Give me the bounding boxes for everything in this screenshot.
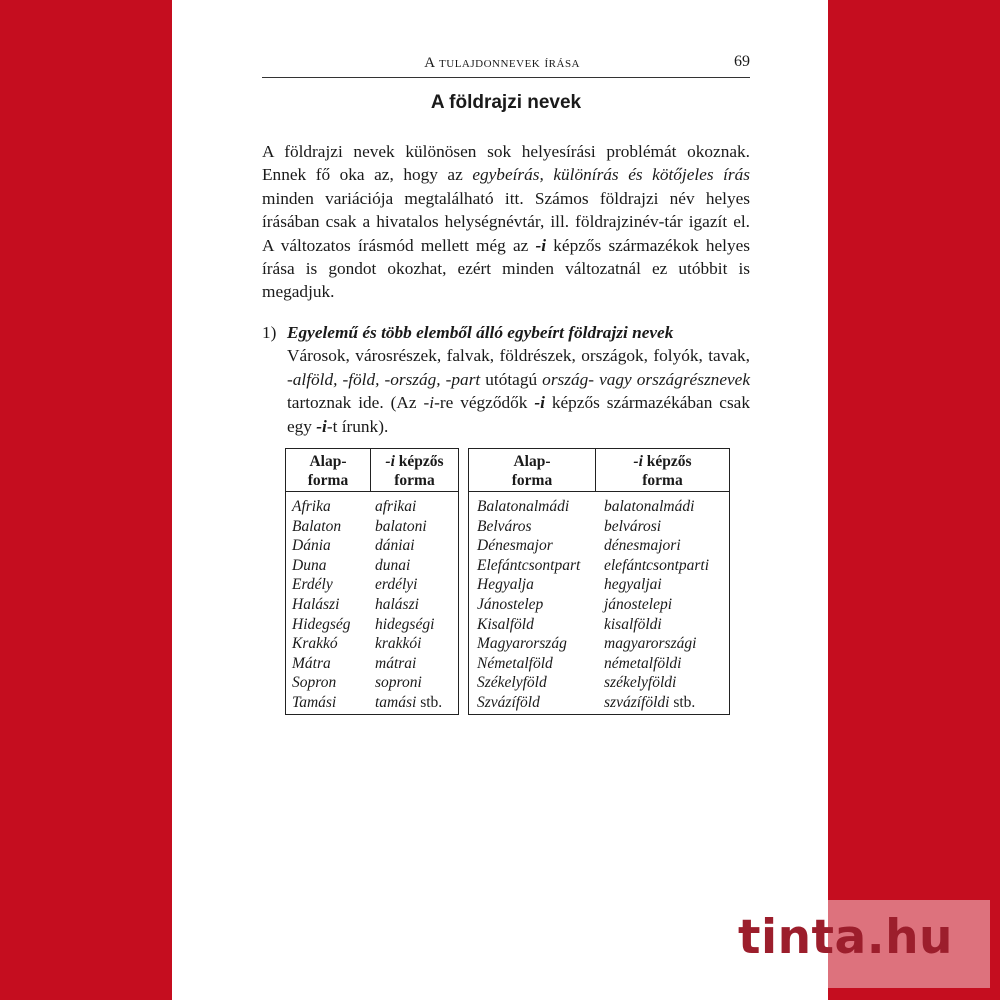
derived-form-cell: krakkói (375, 635, 422, 653)
header-text: képzős (394, 453, 444, 470)
table-row (469, 556, 729, 576)
running-header (262, 55, 750, 78)
header-base-form (469, 452, 595, 490)
base-form-cell: Dénesmajor (477, 537, 553, 555)
table-row (469, 654, 729, 674)
table-row (286, 615, 458, 635)
intro-text: képzős származékok helyes írása is gondot okozhat, ezért minden változatnál ez utóbbit is megadjuk. (262, 235, 750, 302)
intro-emphasis: egybeírás, különírás és kötőjeles írás (472, 165, 751, 185)
table-row (286, 517, 458, 537)
derived-form-cell: belvárosi (604, 517, 662, 535)
base-form-cell: Elefántcsontpart (477, 556, 581, 574)
running-title: A tulajdonnevek írása (424, 55, 580, 71)
derived-form-cell: tamási stb. (375, 693, 443, 711)
list-item-text: Városok, városrészek, falvak, földrészek, országok, folyók, tavak, (287, 346, 750, 366)
header-text: forma (642, 472, 683, 489)
table-row (286, 654, 458, 674)
table-row (469, 595, 729, 615)
intro-text: minden variációja megtalálható itt. Számos földrajzi név helyes írásában csak a hivatalos helységnévtár, ill. földrajzinév-tár igazít el. A változatos írásmód mellett még az (262, 188, 750, 255)
table-row (469, 536, 729, 556)
etc-suffix: stb. (669, 693, 696, 711)
base-form-cell: Hegyalja (477, 576, 534, 594)
header-text: -i (633, 453, 643, 470)
derived-form-cell: balatoni (375, 517, 427, 535)
table-row (286, 497, 458, 517)
header-text: -i (385, 453, 395, 470)
base-form-cell: Krakkó (292, 635, 338, 653)
table-right (468, 448, 730, 715)
watermark (728, 900, 990, 988)
table-header (286, 449, 458, 492)
intro-suffix-emphasis: -i (535, 235, 547, 255)
table-left (285, 448, 459, 715)
list-item-emphasis: -i (316, 416, 327, 436)
header-derived-form (596, 452, 729, 490)
base-form-cell: Magyarország (477, 635, 567, 653)
base-form-cell: Afrika (292, 498, 331, 515)
list-item-emphasis: -i (534, 393, 545, 413)
header-text: Alap- (513, 453, 551, 470)
base-form-cell: Belváros (477, 517, 532, 535)
table-row (469, 634, 729, 654)
table-row (469, 517, 729, 537)
list-item-text: utótagú (480, 369, 543, 389)
derived-form-cell: elefántcsontparti (604, 556, 710, 574)
header-base-form (286, 452, 370, 490)
list-item-number: 1) (262, 323, 277, 342)
header-text: forma (394, 472, 435, 489)
header-text: Alap- (309, 453, 347, 470)
derived-form-cell: székelyföldi (604, 674, 677, 692)
base-form-cell: Duna (292, 556, 327, 574)
header-text: forma (511, 472, 553, 489)
intro-paragraph (262, 140, 750, 304)
table-row (286, 575, 458, 595)
header-text: forma (307, 472, 349, 489)
intro-text: A földrajzi nevek különösen sok helyesírási problémát okoznak. Ennek fő oka az, hogy az (262, 142, 750, 185)
table-row (469, 673, 729, 693)
base-form-cell: Kisalföld (477, 615, 534, 633)
derived-form-cell: kisalföldi (604, 615, 662, 633)
list-item-body (287, 321, 750, 438)
table-rows (286, 497, 458, 713)
base-form-cell: Balaton (292, 517, 342, 535)
etc-suffix: stb. (416, 693, 443, 711)
derived-form-cell: halászi (375, 595, 419, 613)
derived-form-cell: dániai (375, 537, 415, 555)
derived-form-cell: mátrai (375, 654, 417, 672)
base-form-cell: Sopron (292, 674, 337, 692)
list-item-text: képzős származékában csak egy (287, 393, 750, 436)
table-row (469, 615, 729, 635)
derived-form-cell: afrikai (375, 498, 417, 515)
table-row (469, 497, 729, 517)
table-header (469, 449, 729, 492)
derived-form-cell: németalföldi (604, 654, 682, 672)
derived-form-cell: hegyaljai (604, 576, 662, 594)
base-form-cell: Dánia (292, 537, 331, 555)
base-form-cell: Mátra (292, 654, 331, 672)
derived-form-cell: balatonalmádi (604, 498, 695, 515)
derived-form-cell: dénesmajori (604, 537, 681, 555)
list-item-text: -re végződők (434, 393, 535, 413)
table-row (286, 634, 458, 654)
header-derived-form (371, 452, 458, 490)
base-form-cell: Szvázíföld (477, 693, 540, 711)
table-row (469, 693, 729, 713)
list-item-emphasis: -alföld, -föld, -ország, -part (287, 369, 481, 389)
table-row (286, 693, 458, 713)
list-item-emphasis: -i (423, 393, 435, 413)
list-item-heading: Egyelemű és több elemből álló egybeírt földrajzi nevek (287, 323, 674, 342)
list-item-text: tartoznak ide. (Az (287, 393, 424, 413)
derived-form-cell: szvázíföldi stb. (604, 693, 696, 711)
table-row (469, 575, 729, 595)
base-form-cell: Tamási (292, 693, 337, 711)
table-row (286, 673, 458, 693)
book-page (172, 0, 828, 1000)
table-row (286, 595, 458, 615)
derived-form-cell: soproni (375, 674, 422, 692)
derived-form-cell: dunai (375, 556, 411, 574)
derived-form-cell: erdélyi (375, 576, 418, 594)
base-form-cell: Erdély (292, 576, 333, 594)
watermark-text: tinta.hu (738, 910, 953, 965)
derived-form-cell: magyarországi (604, 635, 697, 653)
list-item-text: -t írunk). (326, 416, 389, 436)
derived-form-cell: hidegségi (375, 615, 435, 633)
base-form-cell: Jánostelep (477, 595, 544, 613)
table-rows (469, 497, 729, 713)
base-form-cell: Németalföld (477, 654, 553, 672)
base-form-cell: Balatonalmádi (477, 498, 570, 515)
base-form-cell: Halászi (292, 595, 340, 613)
page-number: 69 (734, 53, 750, 70)
table-row (286, 536, 458, 556)
list-item-emphasis: ország- vagy országrésznevek (542, 369, 750, 389)
base-form-cell: Székelyföld (477, 674, 547, 692)
header-text: képzős (642, 453, 692, 470)
derived-form-cell: jánostelepi (604, 595, 673, 613)
table-row (286, 556, 458, 576)
base-form-cell: Hidegség (292, 615, 351, 633)
section-title: A földrajzi nevek (430, 92, 582, 113)
